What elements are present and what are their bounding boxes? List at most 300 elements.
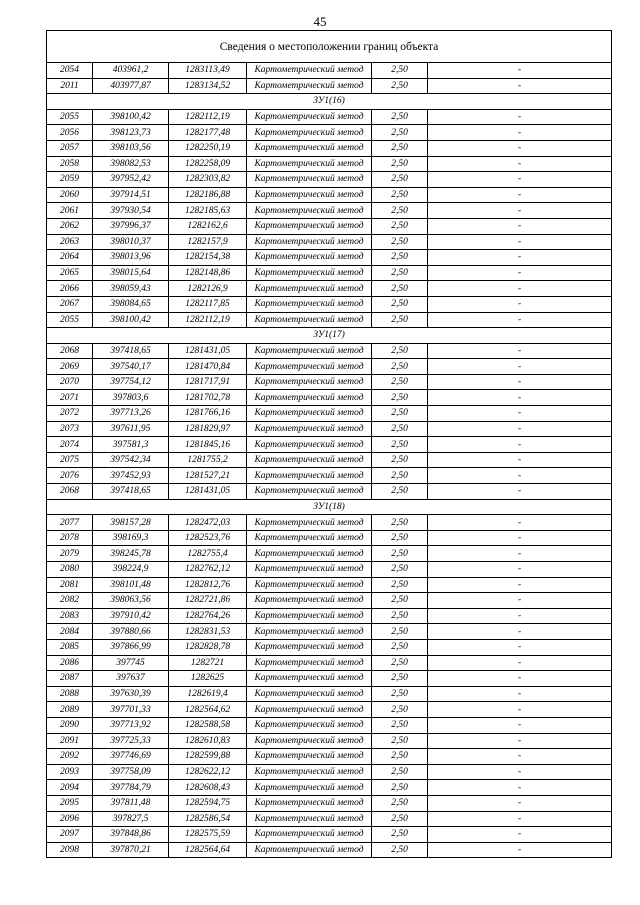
method-cell: Картометрический метод [247,546,372,562]
table-row [47,842,612,858]
accuracy-cell: 2,50 [372,390,428,406]
point-number-cell: 2069 [47,359,93,375]
accuracy-cell: 2,50 [372,639,428,655]
table-row [47,717,612,733]
method-cell: Картометрический метод [247,468,372,484]
table-row [47,764,612,780]
y-coordinate-cell: 1282117,85 [169,296,247,312]
description-cell: - [428,187,612,203]
point-number-cell: 2085 [47,639,93,655]
table-row [47,624,612,640]
table-row [47,484,612,500]
x-coordinate-cell: 397637 [93,671,169,687]
accuracy-cell: 2,50 [372,156,428,172]
table-row [47,250,612,266]
y-coordinate-cell: 1282831,53 [169,624,247,640]
accuracy-cell: 2,50 [372,63,428,79]
accuracy-cell: 2,50 [372,842,428,858]
table-caption: Сведения о местоположении границ объекта [47,31,612,63]
method-cell: Картометрический метод [247,172,372,188]
description-cell: - [428,515,612,531]
accuracy-cell: 2,50 [372,655,428,671]
accuracy-cell: 2,50 [372,671,428,687]
accuracy-cell: 2,50 [372,78,428,94]
x-coordinate-cell: 397784,79 [93,780,169,796]
table-row [47,78,612,94]
table-row [47,780,612,796]
table-row [47,125,612,141]
x-coordinate-cell: 398100,42 [93,109,169,125]
table-row [47,203,612,219]
accuracy-cell: 2,50 [372,624,428,640]
point-number-cell: 2064 [47,250,93,266]
x-coordinate-cell: 398082,53 [93,156,169,172]
accuracy-cell: 2,50 [372,608,428,624]
x-coordinate-cell: 397952,42 [93,172,169,188]
accuracy-cell: 2,50 [372,515,428,531]
x-coordinate-cell: 398010,37 [93,234,169,250]
y-coordinate-cell: 1281470,84 [169,359,247,375]
method-cell: Картометрический метод [247,577,372,593]
x-coordinate-cell: 398245,78 [93,546,169,562]
point-number-cell: 2093 [47,764,93,780]
method-cell: Картометрический метод [247,78,372,94]
section-label: ЗУ1(18) [47,499,612,515]
y-coordinate-cell: 1282610,83 [169,733,247,749]
method-cell: Картометрический метод [247,359,372,375]
table-row [47,655,612,671]
point-number-cell: 2055 [47,312,93,328]
x-coordinate-cell: 397827,5 [93,811,169,827]
accuracy-cell: 2,50 [372,172,428,188]
point-number-cell: 2077 [47,515,93,531]
accuracy-cell: 2,50 [372,281,428,297]
description-cell: - [428,530,612,546]
description-cell: - [428,265,612,281]
point-number-cell: 2095 [47,795,93,811]
y-coordinate-cell: 1282721 [169,655,247,671]
y-coordinate-cell: 1282625 [169,671,247,687]
description-cell: - [428,686,612,702]
method-cell: Картометрический метод [247,484,372,500]
y-coordinate-cell: 1282586,54 [169,811,247,827]
table-row [47,530,612,546]
y-coordinate-cell: 1281702,78 [169,390,247,406]
point-number-cell: 2097 [47,827,93,843]
method-cell: Картометрический метод [247,702,372,718]
y-coordinate-cell: 1281431,05 [169,343,247,359]
description-cell: - [428,203,612,219]
x-coordinate-cell: 397581,3 [93,437,169,453]
x-coordinate-cell: 397803,6 [93,390,169,406]
description-cell: - [428,811,612,827]
y-coordinate-cell: 1282594,75 [169,795,247,811]
table-row [47,390,612,406]
y-coordinate-cell: 1282185,63 [169,203,247,219]
method-cell: Картометрический метод [247,374,372,390]
point-number-cell: 2082 [47,593,93,609]
table-row [47,296,612,312]
x-coordinate-cell: 398157,28 [93,515,169,531]
x-coordinate-cell: 397746,69 [93,749,169,765]
description-cell: - [428,702,612,718]
x-coordinate-cell: 398101,48 [93,577,169,593]
accuracy-cell: 2,50 [372,312,428,328]
accuracy-cell: 2,50 [372,577,428,593]
y-coordinate-cell: 1283134,52 [169,78,247,94]
table-row [47,671,612,687]
description-cell: - [428,671,612,687]
accuracy-cell: 2,50 [372,827,428,843]
method-cell: Картометрический метод [247,655,372,671]
method-cell: Картометрический метод [247,63,372,79]
accuracy-cell: 2,50 [372,109,428,125]
x-coordinate-cell: 397630,39 [93,686,169,702]
method-cell: Картометрический метод [247,811,372,827]
method-cell: Картометрический метод [247,421,372,437]
method-cell: Картометрический метод [247,608,372,624]
table-row [47,374,612,390]
table-row [47,452,612,468]
y-coordinate-cell: 1282564,62 [169,702,247,718]
point-number-cell: 2091 [47,733,93,749]
y-coordinate-cell: 1282622,12 [169,764,247,780]
y-coordinate-cell: 1282755,4 [169,546,247,562]
y-coordinate-cell: 1282762,12 [169,562,247,578]
boundary-table [46,30,612,858]
x-coordinate-cell: 397452,93 [93,468,169,484]
description-cell: - [428,484,612,500]
point-number-cell: 2098 [47,842,93,858]
description-cell: - [428,655,612,671]
point-number-cell: 2061 [47,203,93,219]
x-coordinate-cell: 398063,56 [93,593,169,609]
point-number-cell: 2070 [47,374,93,390]
method-cell: Картометрический метод [247,686,372,702]
point-number-cell: 2059 [47,172,93,188]
description-cell: - [428,172,612,188]
x-coordinate-cell: 397848,86 [93,827,169,843]
table-row [47,187,612,203]
accuracy-cell: 2,50 [372,374,428,390]
method-cell: Картометрический метод [247,842,372,858]
table-row [47,811,612,827]
table-row [47,827,612,843]
x-coordinate-cell: 397418,65 [93,484,169,500]
point-number-cell: 2068 [47,343,93,359]
description-cell: - [428,406,612,422]
x-coordinate-cell: 397540,17 [93,359,169,375]
method-cell: Картометрический метод [247,530,372,546]
point-number-cell: 2094 [47,780,93,796]
point-number-cell: 2084 [47,624,93,640]
method-cell: Картометрический метод [247,187,372,203]
x-coordinate-cell: 397758,09 [93,764,169,780]
point-number-cell: 2068 [47,484,93,500]
point-number-cell: 2011 [47,78,93,94]
method-cell: Картометрический метод [247,265,372,281]
y-coordinate-cell: 1283113,49 [169,63,247,79]
y-coordinate-cell: 1282812,76 [169,577,247,593]
y-coordinate-cell: 1282186,88 [169,187,247,203]
y-coordinate-cell: 1282162,6 [169,218,247,234]
point-number-cell: 2078 [47,530,93,546]
x-coordinate-cell: 398015,64 [93,265,169,281]
point-number-cell: 2054 [47,63,93,79]
y-coordinate-cell: 1281527,21 [169,468,247,484]
section-header-row [47,499,612,515]
x-coordinate-cell: 397996,37 [93,218,169,234]
point-number-cell: 2067 [47,296,93,312]
point-number-cell: 2086 [47,655,93,671]
description-cell: - [428,109,612,125]
table-row [47,546,612,562]
y-coordinate-cell: 1282599,88 [169,749,247,765]
table-row [47,234,612,250]
accuracy-cell: 2,50 [372,234,428,250]
table-row [47,593,612,609]
description-cell: - [428,78,612,94]
accuracy-cell: 2,50 [372,780,428,796]
point-number-cell: 2096 [47,811,93,827]
description-cell: - [428,140,612,156]
point-number-cell: 2056 [47,125,93,141]
table-caption-row [47,31,612,63]
table-row [47,468,612,484]
method-cell: Картометрический метод [247,406,372,422]
table-row [47,343,612,359]
accuracy-cell: 2,50 [372,733,428,749]
accuracy-cell: 2,50 [372,265,428,281]
y-coordinate-cell: 1282157,9 [169,234,247,250]
x-coordinate-cell: 397870,21 [93,842,169,858]
method-cell: Картометрический метод [247,780,372,796]
description-cell: - [428,764,612,780]
point-number-cell: 2065 [47,265,93,281]
x-coordinate-cell: 403961,2 [93,63,169,79]
table-row [47,218,612,234]
point-number-cell: 2089 [47,702,93,718]
accuracy-cell: 2,50 [372,359,428,375]
x-coordinate-cell: 397914,51 [93,187,169,203]
point-number-cell: 2080 [47,562,93,578]
y-coordinate-cell: 1282148,86 [169,265,247,281]
method-cell: Картометрический метод [247,140,372,156]
method-cell: Картометрический метод [247,390,372,406]
table-row [47,156,612,172]
method-cell: Картометрический метод [247,312,372,328]
method-cell: Картометрический метод [247,156,372,172]
accuracy-cell: 2,50 [372,749,428,765]
description-cell: - [428,546,612,562]
point-number-cell: 2076 [47,468,93,484]
x-coordinate-cell: 397866,99 [93,639,169,655]
description-cell: - [428,359,612,375]
y-coordinate-cell: 1281845,16 [169,437,247,453]
x-coordinate-cell: 398103,56 [93,140,169,156]
accuracy-cell: 2,50 [372,203,428,219]
accuracy-cell: 2,50 [372,562,428,578]
description-cell: - [428,842,612,858]
point-number-cell: 2090 [47,717,93,733]
method-cell: Картометрический метод [247,250,372,266]
table-row [47,281,612,297]
table-row [47,359,612,375]
description-cell: - [428,343,612,359]
boundary-table-container [46,30,611,858]
table-row [47,702,612,718]
table-row [47,749,612,765]
accuracy-cell: 2,50 [372,452,428,468]
accuracy-cell: 2,50 [372,250,428,266]
method-cell: Картометрический метод [247,749,372,765]
description-cell: - [428,624,612,640]
point-number-cell: 2073 [47,421,93,437]
description-cell: - [428,234,612,250]
y-coordinate-cell: 1282126,9 [169,281,247,297]
y-coordinate-cell: 1282608,43 [169,780,247,796]
accuracy-cell: 2,50 [372,702,428,718]
method-cell: Картометрический метод [247,717,372,733]
x-coordinate-cell: 398123,73 [93,125,169,141]
point-number-cell: 2087 [47,671,93,687]
accuracy-cell: 2,50 [372,296,428,312]
x-coordinate-cell: 403977,87 [93,78,169,94]
accuracy-cell: 2,50 [372,686,428,702]
accuracy-cell: 2,50 [372,343,428,359]
x-coordinate-cell: 397880,66 [93,624,169,640]
y-coordinate-cell: 1282472,03 [169,515,247,531]
accuracy-cell: 2,50 [372,187,428,203]
method-cell: Картометрический метод [247,827,372,843]
accuracy-cell: 2,50 [372,437,428,453]
description-cell: - [428,795,612,811]
method-cell: Картометрический метод [247,671,372,687]
table-row [47,608,612,624]
table-row [47,312,612,328]
description-cell: - [428,125,612,141]
x-coordinate-cell: 397811,48 [93,795,169,811]
point-number-cell: 2092 [47,749,93,765]
x-coordinate-cell: 397542,34 [93,452,169,468]
description-cell: - [428,312,612,328]
point-number-cell: 2081 [47,577,93,593]
point-number-cell: 2055 [47,109,93,125]
method-cell: Картометрический метод [247,639,372,655]
point-number-cell: 2071 [47,390,93,406]
table-row [47,686,612,702]
section-label: ЗУ1(16) [47,94,612,110]
table-row [47,140,612,156]
y-coordinate-cell: 1282523,76 [169,530,247,546]
method-cell: Картометрический метод [247,109,372,125]
y-coordinate-cell: 1281829,97 [169,421,247,437]
x-coordinate-cell: 397754,12 [93,374,169,390]
y-coordinate-cell: 1282575,59 [169,827,247,843]
boundary-table-body [47,31,612,858]
y-coordinate-cell: 1282250,19 [169,140,247,156]
x-coordinate-cell: 397910,42 [93,608,169,624]
method-cell: Картометрический метод [247,624,372,640]
point-number-cell: 2083 [47,608,93,624]
x-coordinate-cell: 397611,95 [93,421,169,437]
x-coordinate-cell: 397418,65 [93,343,169,359]
point-number-cell: 2079 [47,546,93,562]
x-coordinate-cell: 398013,96 [93,250,169,266]
method-cell: Картометрический метод [247,764,372,780]
method-cell: Картометрический метод [247,437,372,453]
y-coordinate-cell: 1282303,82 [169,172,247,188]
method-cell: Картометрический метод [247,203,372,219]
point-number-cell: 2074 [47,437,93,453]
accuracy-cell: 2,50 [372,593,428,609]
table-row [47,562,612,578]
point-number-cell: 2088 [47,686,93,702]
table-row [47,421,612,437]
method-cell: Картометрический метод [247,795,372,811]
description-cell: - [428,468,612,484]
x-coordinate-cell: 398169,3 [93,530,169,546]
point-number-cell: 2072 [47,406,93,422]
method-cell: Картометрический метод [247,733,372,749]
accuracy-cell: 2,50 [372,530,428,546]
description-cell: - [428,577,612,593]
page-number: 45 [313,14,327,29]
x-coordinate-cell: 398084,65 [93,296,169,312]
table-row [47,639,612,655]
y-coordinate-cell: 1282112,19 [169,109,247,125]
description-cell: - [428,639,612,655]
accuracy-cell: 2,50 [372,484,428,500]
x-coordinate-cell: 397701,33 [93,702,169,718]
accuracy-cell: 2,50 [372,125,428,141]
x-coordinate-cell: 398059,43 [93,281,169,297]
description-cell: - [428,452,612,468]
accuracy-cell: 2,50 [372,140,428,156]
accuracy-cell: 2,50 [372,811,428,827]
point-number-cell: 2060 [47,187,93,203]
x-coordinate-cell: 397713,92 [93,717,169,733]
y-coordinate-cell: 1281766,16 [169,406,247,422]
x-coordinate-cell: 397930,54 [93,203,169,219]
y-coordinate-cell: 1282828,78 [169,639,247,655]
description-cell: - [428,780,612,796]
description-cell: - [428,156,612,172]
description-cell: - [428,296,612,312]
table-row [47,406,612,422]
accuracy-cell: 2,50 [372,795,428,811]
section-label: ЗУ1(17) [47,328,612,344]
description-cell: - [428,562,612,578]
y-coordinate-cell: 1282564,64 [169,842,247,858]
y-coordinate-cell: 1282619,4 [169,686,247,702]
method-cell: Картометрический метод [247,218,372,234]
table-row [47,733,612,749]
y-coordinate-cell: 1282588,58 [169,717,247,733]
accuracy-cell: 2,50 [372,406,428,422]
method-cell: Картометрический метод [247,562,372,578]
description-cell: - [428,827,612,843]
x-coordinate-cell: 397725,33 [93,733,169,749]
description-cell: - [428,749,612,765]
description-cell: - [428,390,612,406]
section-header-row [47,94,612,110]
table-row [47,172,612,188]
description-cell: - [428,593,612,609]
accuracy-cell: 2,50 [372,218,428,234]
y-coordinate-cell: 1282721,86 [169,593,247,609]
y-coordinate-cell: 1281717,91 [169,374,247,390]
